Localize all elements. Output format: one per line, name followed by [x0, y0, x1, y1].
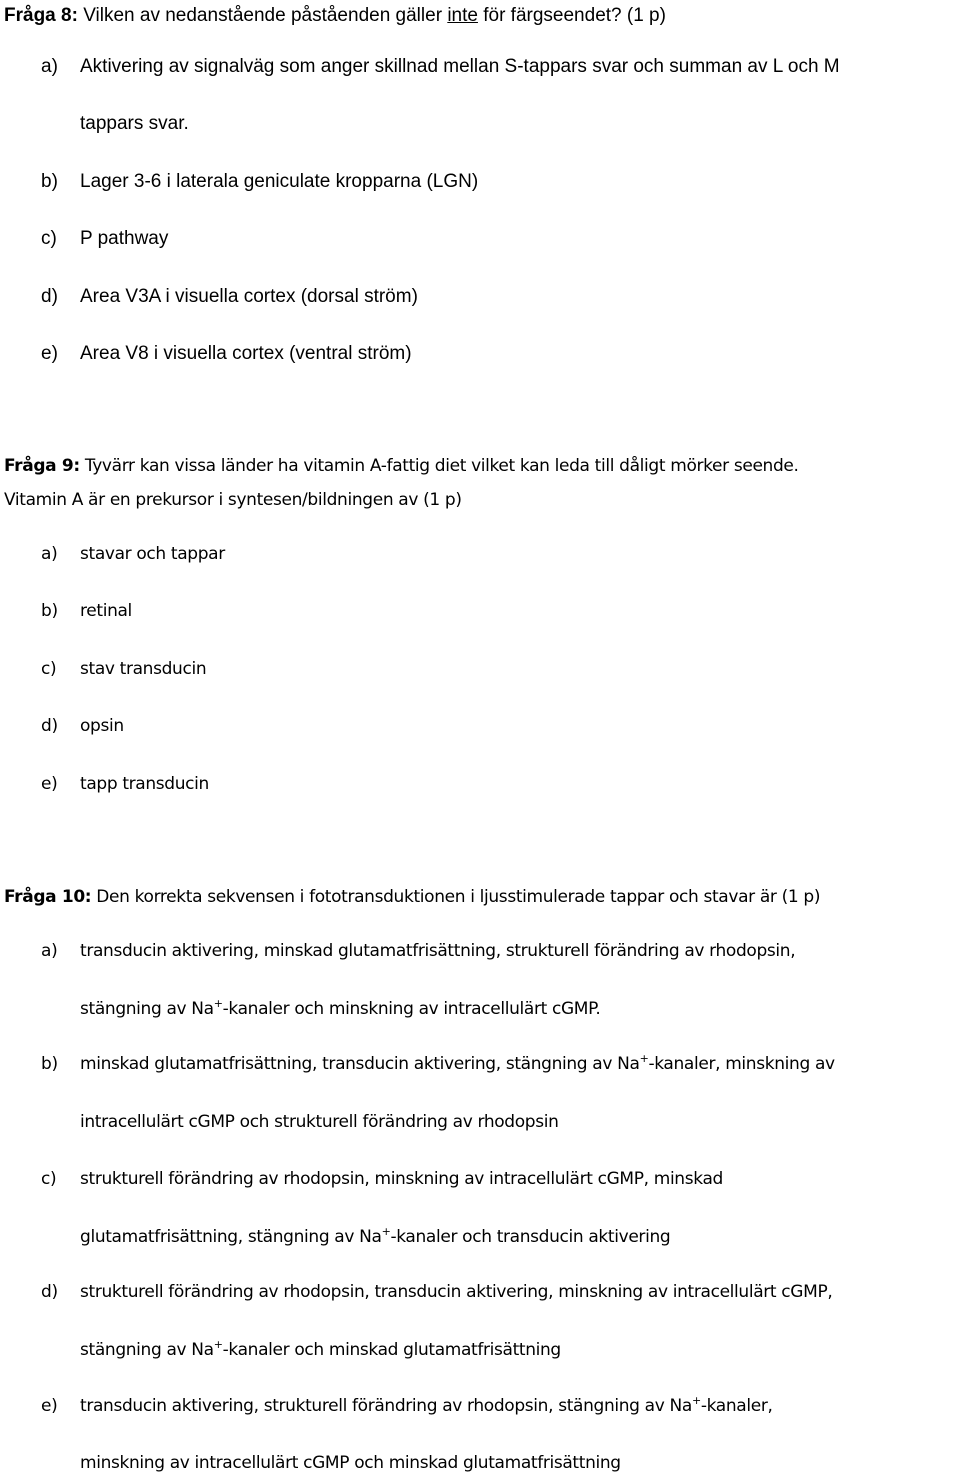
- option-letter: c): [41, 228, 57, 249]
- q9-stem-cont: [4, 488, 462, 512]
- text-part: -kanaler och transducin aktivering: [390, 1227, 671, 1247]
- option-text: Lager 3-6 i laterala geniculate kropparna (LGN): [80, 171, 479, 192]
- option-text: stavar och tappar: [80, 544, 225, 564]
- superscript-plus: +: [691, 1394, 701, 1407]
- option-text: minskning av intracellulärt cGMP och minskad glutamatfrisättning: [80, 1453, 621, 1473]
- option-letter: a): [41, 941, 58, 961]
- q9-label: Fråga 9:: [4, 456, 80, 476]
- q9-stem-line2: Vitamin A är en prekursor i syntesen/bildningen av (1 p): [4, 490, 462, 510]
- option-text: [80, 1394, 773, 1418]
- option-text: retinal: [80, 601, 132, 621]
- superscript-plus: +: [213, 997, 223, 1010]
- option-text: Area V8 i visuella cortex (ventral ström): [80, 343, 412, 364]
- text-part: glutamatfrisättning, stängning av Na: [80, 1227, 382, 1247]
- option-letter: c): [41, 1169, 57, 1189]
- option-text: tapp transducin: [80, 774, 209, 794]
- text-part: -kanaler och minskad glutamatfrisättning: [222, 1340, 561, 1360]
- q8-stem-post: för färgseendet? (1 p): [477, 5, 666, 26]
- option-text: opsin: [80, 716, 124, 736]
- option-text: [80, 997, 600, 1021]
- option-text: stav transducin: [80, 659, 207, 679]
- option-letter: a): [41, 544, 58, 564]
- option-text: [80, 1225, 670, 1249]
- superscript-plus: +: [213, 1338, 223, 1351]
- q8-stem: [4, 4, 666, 28]
- q8-stem-underlined: inte: [447, 5, 478, 26]
- text-part: stängning av Na: [80, 999, 214, 1019]
- option-text: [80, 1052, 835, 1076]
- option-letter: c): [41, 659, 57, 679]
- option-text: strukturell förändring av rhodopsin, transducin aktivering, minskning av intracellulärt cGMP,: [80, 1282, 833, 1302]
- option-letter: e): [41, 343, 58, 364]
- text-part: -kanaler och minskning av intracellulärt cGMP.: [222, 999, 601, 1019]
- option-letter: b): [41, 1054, 58, 1074]
- option-letter: d): [41, 1282, 58, 1302]
- option-text: [80, 1338, 561, 1362]
- option-letter: b): [41, 171, 58, 192]
- text-part: -kanaler,: [700, 1396, 773, 1416]
- option-text: strukturell förändring av rhodopsin, minskning av intracellulärt cGMP, minskad: [80, 1169, 723, 1189]
- option-text: Aktivering av signalväg som anger skillnad mellan S-tappars svar och summan av L och M: [80, 56, 840, 77]
- option-letter: a): [41, 56, 58, 77]
- option-text: Area V3A i visuella cortex (dorsal ström): [80, 286, 418, 307]
- option-letter: d): [41, 286, 58, 307]
- option-text: intracellulärt cGMP och strukturell förändring av rhodopsin: [80, 1112, 559, 1132]
- option-letter: b): [41, 601, 58, 621]
- text-part: -kanaler, minskning av: [648, 1054, 835, 1074]
- option-letter: d): [41, 716, 58, 736]
- text-part: transducin aktivering, strukturell förändring av rhodopsin, stängning av Na: [80, 1396, 692, 1416]
- superscript-plus: +: [381, 1225, 391, 1238]
- option-letter: e): [41, 774, 58, 794]
- q10-stem-text: Den korrekta sekvensen i fototransduktionen i ljusstimulerade tappar och stavar är (1 p): [91, 887, 821, 907]
- option-letter: e): [41, 1396, 58, 1416]
- text-part: stängning av Na: [80, 1340, 214, 1360]
- q9-stem-line1: Tyvärr kan vissa länder ha vitamin A-fattig diet vilket kan leda till dåligt mörker seende.: [79, 456, 799, 476]
- option-text: P pathway: [80, 228, 169, 249]
- option-text: tappars svar.: [80, 113, 189, 134]
- q8-stem-pre: Vilken av nedanstående påståenden gäller: [77, 5, 448, 26]
- superscript-plus: +: [639, 1052, 649, 1065]
- q10-label: Fråga 10:: [4, 887, 92, 907]
- q9-stem: [4, 454, 799, 478]
- option-text: transducin aktivering, minskad glutamatfrisättning, strukturell förändring av rhodopsin,: [80, 941, 796, 961]
- text-part: minskad glutamatfrisättning, transducin aktivering, stängning av Na: [80, 1054, 640, 1074]
- q10-stem: [4, 885, 820, 909]
- q8-label: Fråga 8:: [4, 5, 78, 26]
